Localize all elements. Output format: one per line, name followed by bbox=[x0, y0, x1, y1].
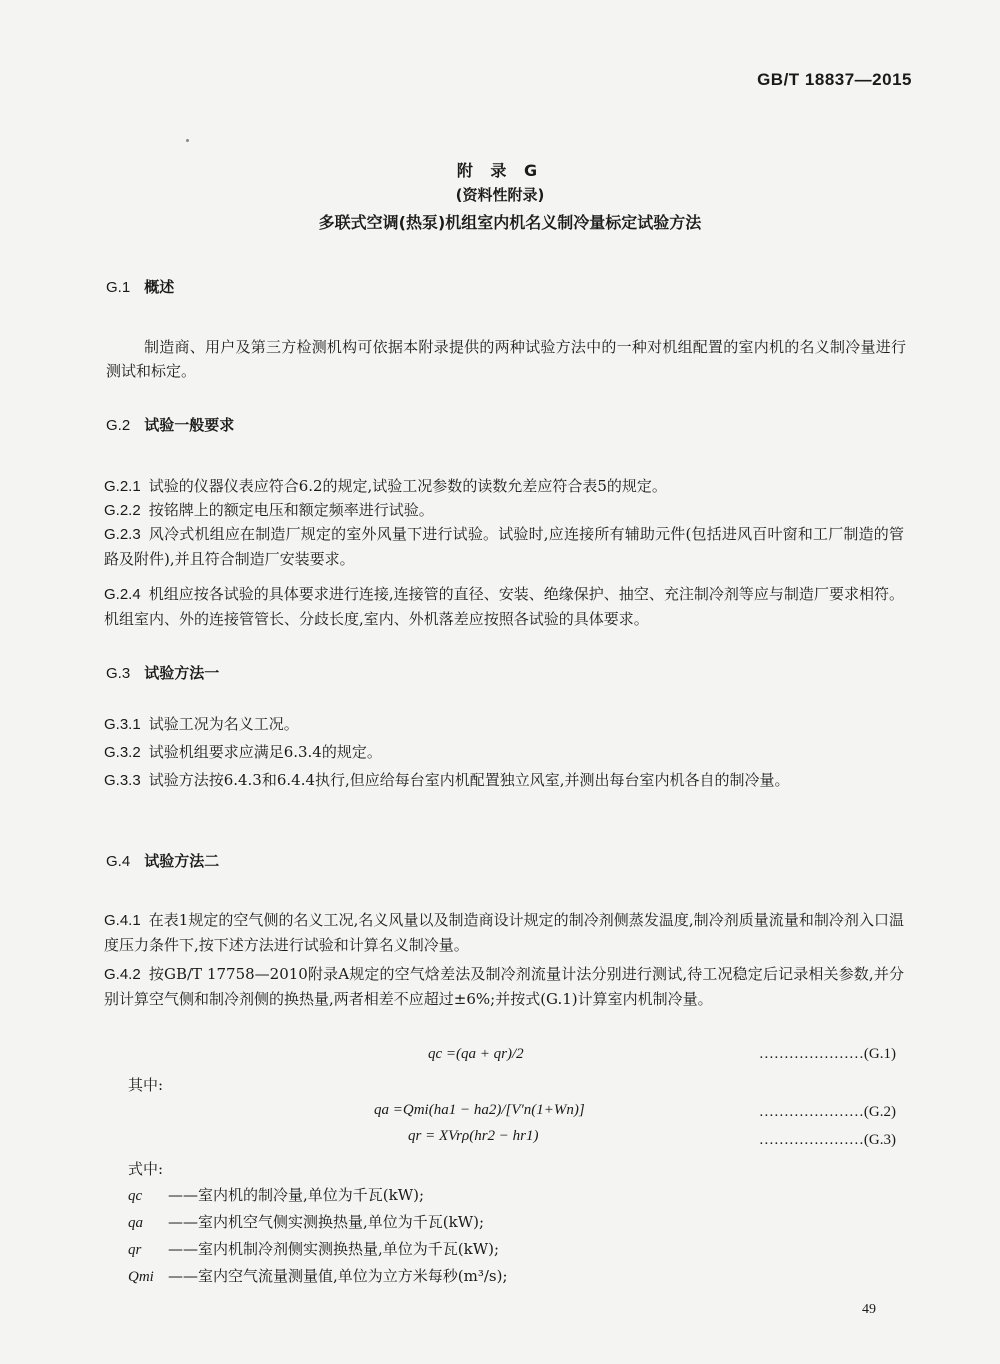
clause-number: G.4.2 bbox=[104, 966, 141, 983]
clause-number: G.2.1 bbox=[104, 478, 141, 495]
definition-text: ——室内机空气侧实测换热量,单位为千瓦(kW); bbox=[168, 1213, 485, 1231]
clause-g2-3 bbox=[104, 522, 904, 571]
definition-text: ——室内机制冷剂侧实测换热量,单位为千瓦(kW); bbox=[168, 1240, 500, 1258]
where-label: 其中: bbox=[128, 1076, 164, 1094]
clause-text: 试验机组要求应满足6.3.4的规定。 bbox=[148, 743, 382, 761]
section-heading-g2 bbox=[106, 414, 234, 435]
section-title: 试验一般要求 bbox=[144, 416, 235, 434]
symbol: qc bbox=[128, 1188, 143, 1204]
clause-g4-2 bbox=[104, 962, 904, 1011]
formula-g3: qr = XVrρ(hr2 − hr1) bbox=[408, 1128, 539, 1144]
section-number: G.4 bbox=[106, 853, 131, 870]
symbol: qr bbox=[128, 1242, 142, 1258]
definition-text: ——室内空气流量测量值,单位为立方米每秒(m³/s); bbox=[168, 1267, 508, 1285]
formula-g2: qa =Qmi(ha1 − ha2)/[V′n(1+Wn)] bbox=[374, 1102, 585, 1118]
page-number: 49 bbox=[862, 1302, 876, 1317]
clause-text: 试验的仪器仪表应符合6.2的规定,试验工况参数的读数允差应符合表5的规定。 bbox=[148, 477, 667, 495]
equation-number-g1: …………………(G.1) bbox=[758, 1046, 896, 1062]
clause-text: 风冷式机组应在制造厂规定的室外风量下进行试验。试验时,应连接所有辅助元件(包括进风百叶窗和工厂制造的管路及附件),并且符合制造厂安装要求。 bbox=[104, 525, 904, 568]
standard-number: GB/T 18837—2015 bbox=[757, 70, 912, 89]
clause-number: G.4.1 bbox=[104, 912, 141, 929]
paragraph-g1: 制造商、用户及第三方检测机构可依据本附录提供的两种试验方法中的一种对机组配置的室内机的名义制冷量进行测试和标定。 bbox=[106, 338, 906, 380]
definition-item bbox=[128, 1182, 508, 1209]
clause-text: 按铭牌上的额定电压和额定频率进行试验。 bbox=[148, 501, 434, 519]
clause-text: 按GB/T 17758—2010附录A规定的空气焓差法及制冷剂流量计法分别进行测试,待工况稳定后记录相关参数,并分别计算空气侧和制冷剂侧的换热量,两者相差不应超过±6%;并按式(G.1)计算室内机制冷量。 bbox=[104, 965, 904, 1008]
section-title: 概述 bbox=[144, 278, 175, 296]
formula-g1: qc =(qa + qr)/2 bbox=[428, 1046, 524, 1062]
section-title: 试验方法一 bbox=[144, 664, 220, 682]
section-heading-g3 bbox=[106, 662, 219, 683]
definition-item bbox=[128, 1209, 508, 1236]
section-number: G.3 bbox=[106, 665, 131, 682]
clause-g4-1 bbox=[104, 908, 904, 957]
clause-g2-4 bbox=[104, 582, 904, 631]
clause-number: G.3.2 bbox=[104, 744, 141, 761]
definitions-label: 式中: bbox=[128, 1160, 164, 1178]
clause-g2-2 bbox=[104, 498, 904, 523]
clause-number: G.2.2 bbox=[104, 502, 141, 519]
section-title: 试验方法二 bbox=[144, 852, 220, 870]
clause-g3-3 bbox=[104, 768, 904, 793]
appendix-title: 附 录 G bbox=[456, 161, 544, 180]
clause-text: 在表1规定的空气侧的名义工况,名义风量以及制造商设计规定的制冷剂侧蒸发温度,制冷剂质量流量和制冷剂入口温度压力条件下,按下述方法进行试验和计算名义制冷量。 bbox=[104, 911, 904, 954]
clause-text: 试验工况为名义工况。 bbox=[148, 715, 299, 733]
clause-number: G.3.3 bbox=[104, 772, 141, 789]
definitions-list bbox=[128, 1182, 508, 1290]
equation-number-g2: …………………(G.2) bbox=[758, 1104, 896, 1120]
clause-g2-1 bbox=[104, 474, 904, 499]
clause-g3-2 bbox=[104, 740, 904, 765]
section-heading-g1 bbox=[106, 276, 174, 297]
clause-g3-1 bbox=[104, 712, 904, 737]
clause-text: 机组应按各试验的具体要求进行连接,连接管的直径、安装、绝缘保护、抽空、充注制冷剂等应与制造厂要求相符。机组室内、外的连接管管长、分歧长度,室内、外机落差应按照各试验的具体要求。 bbox=[104, 585, 904, 628]
section-number: G.2 bbox=[106, 417, 131, 434]
clause-number: G.3.1 bbox=[104, 716, 141, 733]
clause-number: G.2.4 bbox=[104, 586, 141, 603]
clause-number: G.2.3 bbox=[104, 526, 141, 543]
symbol: Qmi bbox=[128, 1269, 154, 1285]
equation-number-g3: …………………(G.3) bbox=[758, 1132, 896, 1148]
section-number: G.1 bbox=[106, 279, 131, 296]
definition-item bbox=[128, 1236, 508, 1263]
appendix-subtitle: 多联式空调(热泵)机组室内机名义制冷量标定试验方法 bbox=[318, 213, 702, 232]
clause-text: 试验方法按6.4.3和6.4.4执行,但应给每台室内机配置独立风室,并测出每台室内机各自的制冷量。 bbox=[148, 771, 790, 789]
scan-speck bbox=[186, 139, 189, 142]
definition-text: ——室内机的制冷量,单位为千瓦(kW); bbox=[168, 1186, 425, 1204]
definition-item bbox=[128, 1263, 508, 1290]
appendix-type: (资料性附录) bbox=[455, 186, 545, 204]
section-heading-g4 bbox=[106, 850, 219, 871]
symbol: qa bbox=[128, 1215, 143, 1231]
